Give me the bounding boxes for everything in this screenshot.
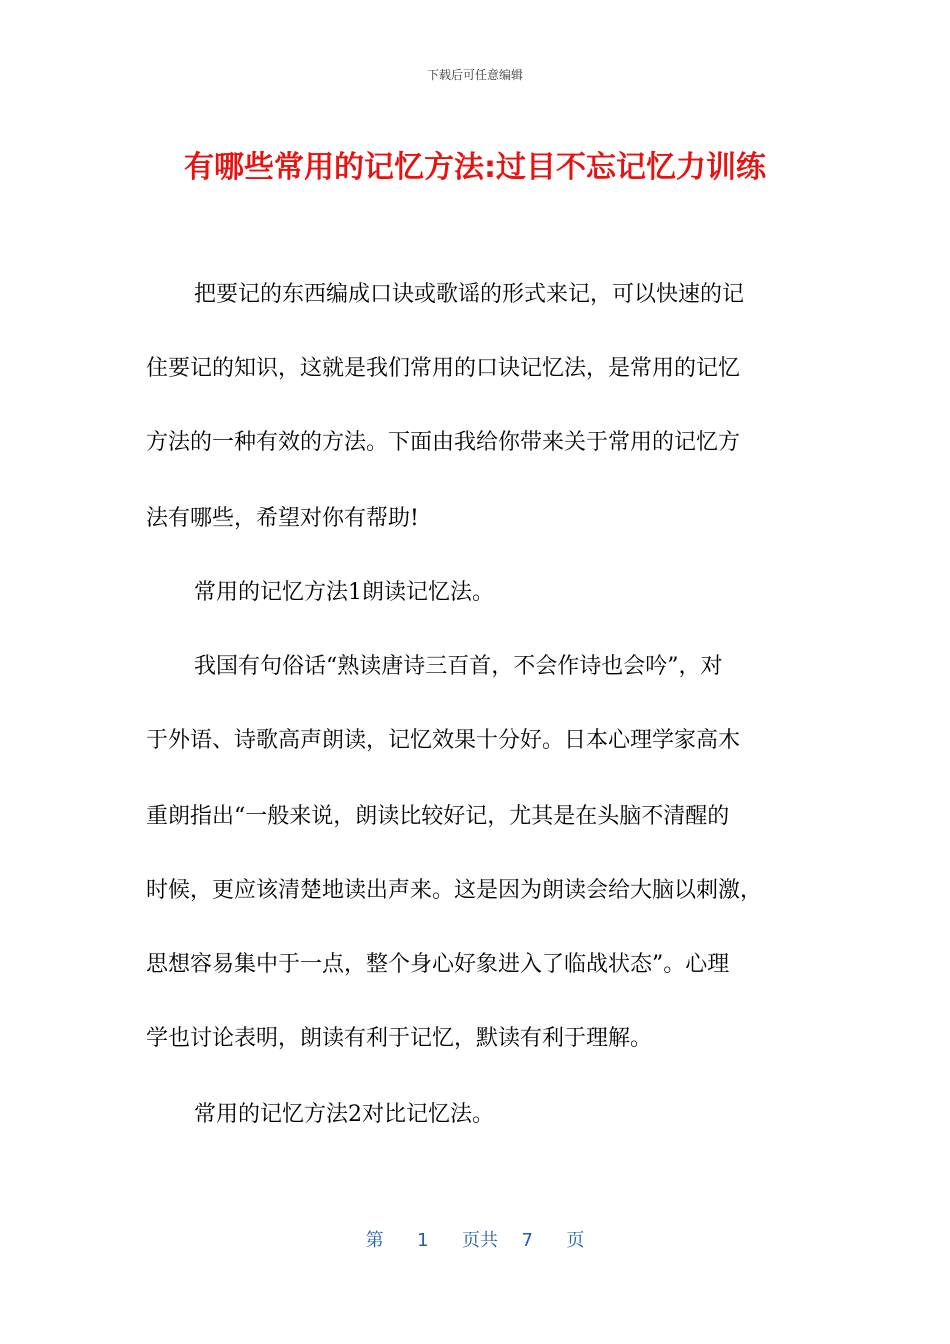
paragraph-line: 我国有句俗话“熟读唐诗三百首，不会作诗也会吟”，对 [194, 654, 723, 679]
footer-middle: 页共 [462, 1230, 498, 1251]
paragraph-line: 于外语、诗歌高声朗读，记忆效果十分好。日本心理学家高木 [146, 728, 741, 753]
page-footer [0, 1226, 950, 1252]
document-title: 有哪些常用的记忆方法:过目不忘记忆力训练 [184, 150, 766, 185]
paragraph-line: 方法的一种有效的方法。下面由我给你带来关于常用的记忆方 [146, 430, 741, 455]
paragraph-line: 重朗指出“一般来说，朗读比较好记，尤其是在头脑不清醒的 [146, 804, 730, 829]
footer-page-number: 1 [417, 1230, 429, 1251]
page-header: 下载后可任意编辑 [426, 68, 523, 82]
footer-prefix: 第 [365, 1230, 384, 1251]
section-heading: 常用的记忆方法2对比记忆法。 [194, 1102, 494, 1127]
section-heading: 常用的记忆方法1朗读记忆法。 [194, 580, 494, 605]
paragraph-line: 学也讨论表明，朗读有利于记忆，默读有利于理解。 [146, 1026, 653, 1051]
footer-suffix: 页 [566, 1230, 585, 1251]
paragraph-line: 住要记的知识，这就是我们常用的口诀记忆法，是常用的记忆 [146, 356, 741, 381]
paragraph-line: 把要记的东西编成口诀或歌谣的形式来记，可以快速的记 [194, 282, 745, 307]
footer-total-pages: 7 [521, 1230, 533, 1251]
paragraph-line: 思想容易集中于一点，整个身心好象进入了临战状态”。心理 [146, 952, 730, 977]
paragraph-line: 法有哪些，希望对你有帮助! [146, 506, 419, 531]
paragraph-line: 时候，更应该清楚地读出声来。这是因为朗读会给大脑以刺激， [146, 878, 763, 903]
